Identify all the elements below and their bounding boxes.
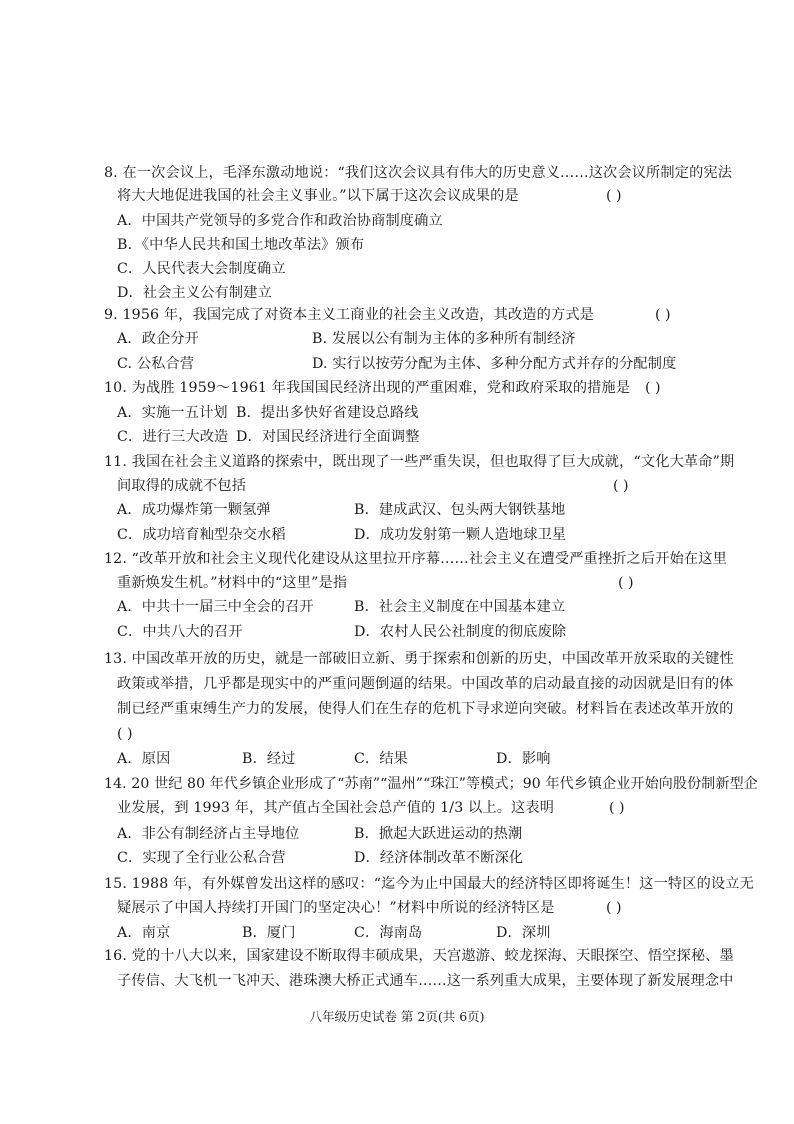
question-12-stem-line-2: 重新焕发生机。”材料中的“这里”是指 — [117, 575, 348, 591]
option-a: A．中共十一届三中全会的召开 — [117, 599, 314, 615]
question-16-stem-line-2: 子传信、大飞机一飞冲天、港珠澳大桥正式通车……这一系列重大成果，主要体现了新发展理念中 — [117, 973, 734, 989]
answer-bracket: ( ) — [655, 307, 671, 323]
option-b: B．建成武汉、包头两大钢铁基地 — [354, 502, 566, 518]
option-b: B．经过 — [242, 751, 296, 767]
question-13-stem-line-2: 政策或举措，几乎都是现实中的严重问题倒逼的结果。中国改革的启动最直接的动因就是旧有的体 — [117, 676, 734, 692]
option-d: D．深圳 — [496, 925, 551, 941]
option-a: A．实施一五计划 — [117, 405, 228, 421]
option-c: C．中共八大的召开 — [117, 624, 243, 640]
option-b: B．社会主义制度在中国基本建立 — [354, 599, 566, 615]
question-16-stem-line-1: 16. 党的十八大以来，国家建设不断取得丰硕成果，天宫遨游、蛟龙探海、天眼探空、悟空探秘、墨 — [104, 948, 734, 964]
option-c: C．成功培育籼型杂交水稻 — [117, 527, 286, 543]
option-b: B．厦门 — [242, 925, 296, 941]
question-14-stem-line-1: 14. 20 世纪 80 年代乡镇企业形成了“苏南”“温州”“珠江”等模式；90 年代乡镇企业开始向股份制新型企 — [104, 776, 758, 792]
option-c: C. 公私合营 — [117, 356, 195, 372]
question-15-stem-line-2: 疑展示了中国人持续打开国门的坚定决心！”材料中所说的经济特区是 — [117, 900, 555, 916]
option-c: C．进行三大改造 — [117, 429, 229, 445]
option-c: C．实现了全行业公私合营 — [117, 850, 286, 866]
option-a: A．政企分开 — [117, 331, 200, 347]
question-9-stem-line-1: 9. 1956 年，我国完成了对资本主义工商业的社会主义改造，其改造的方式是 — [104, 307, 594, 323]
option-a: A．中国共产党领导的多党合作和政治协商制度确立 — [117, 213, 443, 229]
question-14-stem-line-2: 业发展，到 1993 年，其产值占全国社会总产值的 1/3 以上。这表明 — [117, 800, 555, 816]
option-c: C．结果 — [354, 751, 409, 767]
option-d: D．成功发射第一颗人造地球卫星 — [354, 527, 567, 543]
option-a: A．南京 — [117, 925, 171, 941]
option-a: A．原因 — [117, 751, 171, 767]
option-a: A．成功爆炸第一颗氢弹 — [117, 502, 271, 518]
answer-bracket: ( ) — [618, 575, 634, 591]
option-d: D．经济体制改革不断深化 — [354, 850, 524, 866]
question-8-stem-line-2: 将大大地促进我国的社会主义事业。”以下属于这次会议成果的是 — [117, 188, 519, 204]
option-b: B．《中华人民共和国土地改革法》颁布 — [117, 237, 365, 253]
question-15-stem-line-1: 15. 1988 年，有外媒曾发出这样的感叹：“迄今为止中国最大的经济特区即将诞生！这一特区的设立无 — [104, 876, 754, 892]
question-13-stem-line-1: 13. 中国改革开放的历史，就是一部破旧立新、勇于探索和创新的历史，中国改革开放采取的关键性 — [104, 651, 734, 667]
option-b: B. 发展以公有制为主体的多种所有制经济 — [312, 331, 576, 347]
page-footer: 八年级历史试卷 第 2页(共 6页) — [309, 1009, 485, 1024]
question-8-stem-line-1: 8. 在一次会议上，毛泽东激动地说：“我们这次会议具有伟大的历史意义……这次会议所制定的宪法 — [104, 165, 733, 181]
answer-bracket: ( ) — [645, 380, 661, 396]
answer-bracket: ( ) — [606, 188, 622, 204]
question-11-stem-line-2: 间取得的成就不包括 — [117, 478, 247, 494]
answer-bracket: ( ) — [609, 800, 625, 816]
question-12-stem-line-1: 12. “改革开放和社会主义现代化建设从这里拉开序幕……社会主义在遭受严重挫折之后开始在这里 — [104, 551, 727, 567]
answer-bracket: ( ) — [606, 900, 622, 916]
answer-bracket: ( ) — [117, 726, 133, 742]
option-b: B．掀起大跃进运动的热潮 — [354, 826, 523, 842]
question-11-stem-line-1: 11. 我国在社会主义道路的探索中，既出现了一些严重失误，但也取得了巨大成就，“文化大革命”期 — [104, 454, 735, 470]
option-d: D．影响 — [496, 751, 551, 767]
option-c: C．人民代表大会制度确立 — [117, 261, 286, 277]
option-c: C．海南岛 — [354, 925, 423, 941]
question-10-stem-line-1: 10. 为战胜 1959～1961 年我国国民经济出现的严重困难，党和政府采取的措施是 — [104, 380, 631, 396]
question-13-stem-line-3: 制已经严重束缚生产力的发展，使得人们在生存的危机下寻求逆向突破。材料旨在表述改革开放的 — [117, 701, 734, 717]
answer-bracket: ( ) — [613, 478, 629, 494]
option-d: D．对国民经济进行全面调整 — [236, 429, 420, 445]
option-d: D. 实行以按劳分配为主体、多种分配方式并存的分配制度 — [312, 356, 677, 372]
option-b: B．提出多快好省建设总路线 — [236, 405, 419, 421]
option-d: D．农村人民公社制度的彻底废除 — [354, 624, 567, 640]
option-d: D．社会主义公有制建立 — [117, 285, 272, 301]
option-a: A．非公有制经济占主导地位 — [117, 826, 300, 842]
